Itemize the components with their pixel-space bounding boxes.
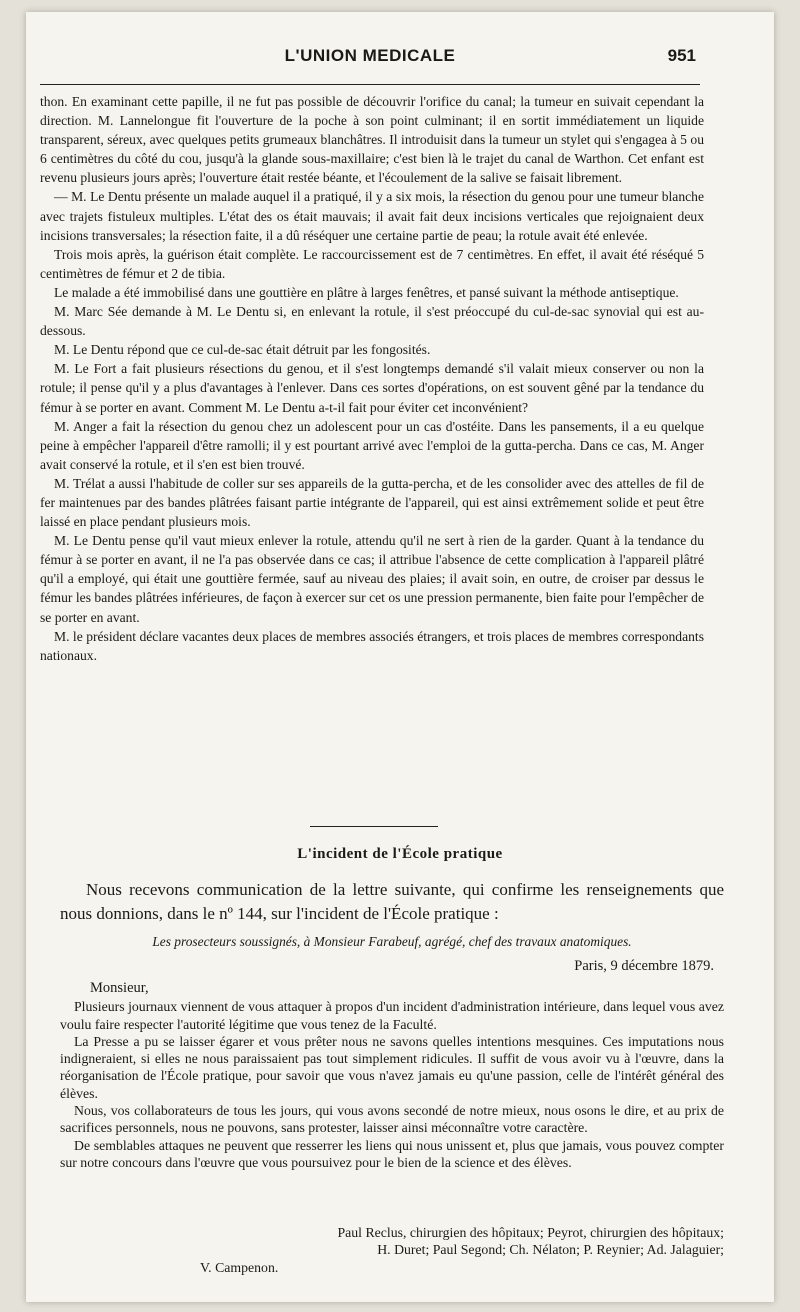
paragraph: M. Marc Sée demande à M. Le Dentu si, en enlevant la rotule, il s'est préoccupé du cul-de-sac synovial qui est au-dessous. (40, 304, 704, 339)
paragraph: M. Le Dentu répond que ce cul-de-sac était détruit par les fongosités. (54, 342, 431, 358)
signatures (60, 1224, 724, 1276)
letter-body (60, 980, 724, 1171)
paragraph: thon. En examinant cette papille, il ne fut pas possible de découvrir l'orifice du canal; la tumeur en suivait cependant la direction. M. Lannelongue fit l'ouverture de la poche à son point culminant; il en sortit immédiatement un liquide transparent, séreux, avec quelques petits grumeaux blanchâtres. Il introduisit dans la tumeur un stylet qui s'engagea à 5 ou 6 centimètres du côté du cou, jusqu'à la glande sous-maxillaire; c'est bien là le trajet du canal de Warthon. Cet enfant est revenu plusieurs jours après; l'ouverture était restée béante, et l'écoulement de la salive se faisait librement. (40, 94, 704, 186)
paragraph: — M. Le Dentu présente un malade auquel il a pratiqué, il y a six mois, la résection du genou pour une tumeur blanche avec trajets fistuleux multiples. L'état des os était mauvais; il avait fait deux incisions verticales que rejoignaient deux incisions transversales; la résection faite, il a dû réséquer une certaine partie de peau; la rotule avait été enlevée. (40, 189, 704, 243)
header-rule (40, 84, 700, 85)
section-divider (310, 826, 438, 827)
running-header (40, 46, 700, 76)
journal-title: L'UNION MEDICALE (284, 46, 456, 65)
paragraph: M. Le Dentu pense qu'il vaut mieux enlever la rotule, attendu qu'il ne sert à rien de la garder. Quant à la tendance du fémur à se porter en avant, il ne l'a pas observée dans ce cas; il attribue l'absence de cette complication à l'appareil plâtré qu'il a employé, qui était une gouttière fermée, sauf au niveau des plaies; il avait soin, en outre, de croiser par dessus le fémur les bandes plâtrées inférieures, de façon à exercer sur cet os une pression permanente, bien faite pour l'empêcher de se porter en avant. (40, 533, 704, 625)
letter-paragraph: De semblables attaques ne peuvent que resserrer les liens qui nous unissent et, plus que jamais, vous pouvez compter sur notre concours dans l'œuvre que vous poursuivez pour le bien de la science et des élèves. (60, 1137, 724, 1170)
signature-line: V. Campenon. (200, 1259, 279, 1275)
paragraph: Trois mois après, la guérison était complète. Le raccourcissement est de 7 centimètres. En effet, il avait été réséqué 5 centimètres de fémur et 2 de tibia. (40, 246, 704, 281)
letter-salutation: Monsieur, (90, 980, 149, 996)
paragraph: M. Le Fort a fait plusieurs résections du genou, et il s'est longtemps demandé s'il valait mieux conserver ou non la rotule; il pense qu'il y a plus d'avantages à l'enlever. Dans ces sortes d'opérations, on est souvent gêné par la tendance du fémur à se porter en avant. Comment M. Le Dentu a-t-il fait pour éviter cet inconvénient? (40, 361, 704, 415)
paragraph: M. Trélat a aussi l'habitude de coller sur ses appareils de la gutta-percha, et de les consolider avec des attelles de fil de fer maintenues par des bandes plâtrées faisant partie intégrante de l'appareil, qui est ainsi extrêmement solide et peut être laissé en place pendant plusieurs mois. (40, 475, 704, 530)
paragraph: M. Anger a fait la résection du genou chez un adolescent pour un cas d'ostéite. Dans les pansements, il a eu quelque peine à empêcher l'appareil d'être ramolli; il y est pourtant arrivé avec l'emploi de la gutta-percha. Dans ce cas, M. Anger avait conservé la rotule, et il s'en est bien trouvé. (40, 418, 704, 472)
letter-paragraph: Nous, vos collaborateurs de tous les jours, qui vous avons secondé de notre mieux, nous osons le dire, et au prix de sacrifices personnels, nous ne pouvons, sans protester, laisser ainsi méconnaître votre caractère. (60, 1103, 724, 1136)
paragraph: M. le président déclare vacantes deux places de membres associés étrangers, et trois places de membres correspondants nationaux. (40, 628, 704, 663)
section-lede: Nous recevons communication de la lettre suivante, qui confirme les renseignements que nous donnions, dans le nº 144, sur l'incident de l'École pratique : (60, 880, 724, 923)
letter-paragraph: Plusieurs journaux viennent de vous attaquer à propos d'un incident d'administration intérieure, dans lequel vous avez voulu faire respecter l'autorité légitime que vous tenez de la Faculté. (60, 999, 724, 1032)
page-number: 951 (667, 46, 696, 65)
signature-line: Paul Reclus, chirurgien des hôpitaux; Peyrot, chirurgien des hôpitaux; (337, 1225, 724, 1240)
section-title: L'incident de l'École pratique (297, 846, 503, 862)
letter-dateline: Paris, 9 décembre 1879. (574, 958, 714, 974)
letter-addressee: Les prosecteurs soussignés, à Monsieur Farabeuf, agrégé, chef des travaux anatomiques. (152, 934, 632, 949)
paragraph: Le malade a été immobilisé dans une gouttière en plâtre à larges fenêtres, et pansé suivant la méthode antiseptique. (54, 284, 679, 300)
signature-line: H. Duret; Paul Segond; Ch. Nélaton; P. Reynier; Ad. Jalaguier; (377, 1242, 724, 1258)
article-body (40, 92, 704, 665)
letter-paragraph: La Presse a pu se laisser égarer et vous prêter nous ne savons quelles intentions mesquines. Ces imputations nous indigneraient, si elles ne nous paraissaient pas tout simplement ridicules. Il suffit de vous avoir vu à l'œuvre, dans la réorganisation de l'École pratique, pour savoir que vous n'avez jamais eu qu'une passion, celle de l'intérêt général des élèves. (60, 1033, 724, 1101)
